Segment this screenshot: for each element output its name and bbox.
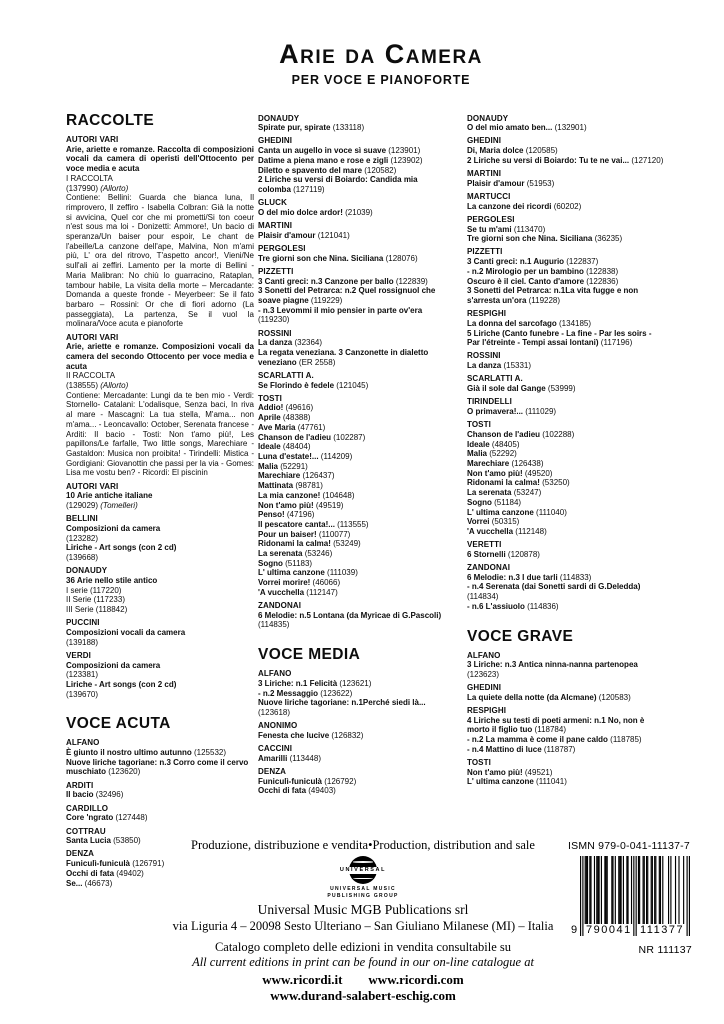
work-line: Composizioni vocali da camera xyxy=(66,627,186,637)
work-line: Liriche - Art songs (con 2 cd) xyxy=(66,679,177,689)
work-line: - n.4 Serenata (dai Sonetti sardi di G.Deledda) (114834) xyxy=(467,582,641,602)
work-line: Marechiare (126438) xyxy=(467,459,544,468)
section-heading-voce-media: VOCE MEDIA xyxy=(258,646,361,664)
barcode-digits-right: 111377 xyxy=(640,924,685,936)
work-line: Liriche - Art songs (con 2 cd) xyxy=(66,543,177,553)
work-line: 3 Liriche: n.3 Antica ninna-nanna partenopea (123623) xyxy=(467,660,638,679)
work-line: Datime a piena mano e rose e zigli (123902) xyxy=(258,155,423,165)
work-line: Chanson de l'adieu (102288) xyxy=(467,429,575,439)
work-line: Addio! (49616) xyxy=(258,403,314,413)
page-title: Arie da Camera xyxy=(279,39,483,69)
composer-name: GHEDINI xyxy=(258,136,293,146)
work-line: 3 Canti greci: n.1 Augurio (122837) xyxy=(467,257,599,267)
work-line: (139188) xyxy=(66,637,99,647)
work-line: Amarilli (113448) xyxy=(258,753,321,763)
catalog-note-english: All current editions in print can be found in our on-line catalogue at xyxy=(192,955,534,969)
company-address: via Liguria 4 – 20098 Sesto Ulteriano – San Giuliano Milanese (MI) – Italia xyxy=(172,919,554,933)
work-line: Non t'amo più! (49519) xyxy=(258,500,344,510)
catalog-entry-anonimo xyxy=(258,721,450,740)
work-line: (139670) xyxy=(66,689,99,699)
catalog-entry-denza xyxy=(258,767,450,796)
composer-name: ANONIMO xyxy=(258,721,298,731)
work-line: L' ultima canzone (111040) xyxy=(467,507,567,517)
globe-band-label: UNIVERSAL xyxy=(339,867,387,873)
catalog-entry-tosti xyxy=(258,394,450,598)
composer-name: BELLINI xyxy=(66,514,98,524)
work-line: I serie (117220) xyxy=(66,585,122,595)
composer-name: DONAUDY xyxy=(66,566,108,576)
work-line: La serenata (53246) xyxy=(258,549,333,559)
composer-name: VERDI xyxy=(66,650,91,660)
composer-name: ALFANO xyxy=(467,650,501,660)
composer-name: ROSSINI xyxy=(467,351,501,361)
work-line: O del mio amato ben... (132901) xyxy=(467,123,587,133)
barcode-lead-digit: 9 xyxy=(571,924,578,936)
work-line: Ideale (48404) xyxy=(258,442,311,452)
work-line: - n.3 Levommi il mio pensier in parte ov'era (119230) xyxy=(258,305,423,325)
globe-icon xyxy=(339,856,387,884)
composer-name: RESPIGHI xyxy=(467,706,507,716)
work-line: 2 Liriche su versi di Boiardo: Tu te ne vai... (127120) xyxy=(467,155,664,165)
page-subtitle: PER VOCE E PIANOFORTE xyxy=(291,73,471,88)
composer-name: AUTORI VARI xyxy=(66,481,119,491)
work-line: La danza (32364) xyxy=(258,338,323,348)
work-line: Arie, ariette e romanze. Composizioni vocali da camera del secondo Ottocento per voce media e acuta xyxy=(66,342,254,371)
catalog-entry-alfano xyxy=(467,651,665,680)
company-name: Universal Music MGB Publications srl xyxy=(257,902,469,917)
work-line: 10 Arie antiche italiane xyxy=(66,491,153,501)
composer-name: AUTORI VARI xyxy=(66,332,119,342)
column-middle xyxy=(258,110,450,796)
catalog-entry-scarlatti-a xyxy=(258,371,450,390)
work-line: Funiculì-funiculà (126792) xyxy=(258,776,357,786)
composer-name: SCARLATTI A. xyxy=(258,370,314,380)
composer-name: ALFANO xyxy=(66,738,100,748)
work-line: Mattinata (98781) xyxy=(258,481,323,491)
work-line: Già il sole dal Gange (53999) xyxy=(467,384,576,394)
work-line: Ridonami la calma! (53249) xyxy=(258,539,361,549)
work-line: Aprile (48388) xyxy=(258,413,311,423)
composer-name: AUTORI VARI xyxy=(66,135,119,144)
work-line: O primavera!... (111029) xyxy=(467,406,557,416)
catalog-entry-arditi xyxy=(66,781,254,800)
work-line: (138555) (Allorto) xyxy=(66,381,129,391)
work-line: 4 Liriche su testi di poeti armeni: n.1 No, non è morto il figlio tuo (118784) xyxy=(467,715,645,735)
url-durand-salabert-eschig: www.durand-salabert-eschig.com xyxy=(270,988,456,1003)
composer-name: ZANDONAI xyxy=(467,563,511,573)
catalog-entry-respighi xyxy=(467,706,665,755)
website-urls xyxy=(40,972,686,988)
composer-name: DONAUDY xyxy=(467,113,509,123)
work-line: 6 Melodie: n.3 I due tarli (114833) xyxy=(467,572,592,582)
composer-name: DONAUDY xyxy=(258,113,300,123)
catalog-entry-donaudy xyxy=(467,114,665,133)
catalog-entry-tirindelli xyxy=(467,397,665,416)
catalog-entry-ghedini xyxy=(467,136,665,165)
work-line: Se... (46673) xyxy=(66,878,113,888)
work-line: Canta un augello in voce sì suave (123901) xyxy=(258,146,421,156)
composer-name: TOSTI xyxy=(467,420,491,430)
composer-name: GLUCK xyxy=(258,198,287,208)
composer-name: ROSSINI xyxy=(258,328,292,338)
composer-name: GHEDINI xyxy=(467,683,502,693)
work-line: Se Florindo è fedele (121045) xyxy=(258,380,369,390)
work-line: Malia (52292) xyxy=(467,449,517,459)
work-line: Ridonami la calma! (53250) xyxy=(467,478,570,488)
catalog-entry-rossini xyxy=(258,329,450,368)
ismn-number: ISMN 979-0-041-11137-7 xyxy=(568,840,690,852)
catalog-entry-gluck xyxy=(258,198,450,217)
work-line: L' ultima canzone (111041) xyxy=(467,777,567,787)
work-line: Tre giorni son che Nina. Siciliana (128076) xyxy=(258,253,418,263)
composer-name: CACCINI xyxy=(258,744,293,754)
work-line: - n.6 L'assiuolo (114836) xyxy=(467,601,559,611)
work-line: Di, Maria dolce (120585) xyxy=(467,146,558,156)
work-line: Chanson de l'adieu (102287) xyxy=(258,432,366,442)
work-line: Fenesta che lucive (126832) xyxy=(258,730,364,740)
work-line: Diletto e spavento del mare (120582) xyxy=(258,165,397,175)
work-line: 3 Liriche: n.1 Felicità (123621) xyxy=(258,678,372,688)
composer-name: SCARLATTI A. xyxy=(467,374,523,384)
work-line: II Serie (117233) xyxy=(66,595,125,605)
catalog-entry-autori-vari xyxy=(66,482,254,511)
work-line: 5 Liriche (Canto funebre - La fine - Par les soirs - Par l'étreinte - Tempi assai lontani) (117196) xyxy=(467,328,652,348)
composer-name: PIZZETTI xyxy=(467,247,503,257)
work-line: Nuove liriche tagoriane: n.3 Corro come il cervo muschiato (123620) xyxy=(66,757,249,777)
work-line: (123282) xyxy=(66,533,99,543)
catalog-entry-alfano xyxy=(258,669,450,718)
work-line: Luna d'estate!... (114209) xyxy=(258,452,353,461)
url-ricordi-it: www.ricordi.it xyxy=(262,972,343,987)
catalog-entry-pergolesi xyxy=(467,215,665,244)
work-line: Funiculì-funiculà (126791) xyxy=(66,859,165,869)
column-right xyxy=(467,110,665,787)
catalog-entry-pizzetti xyxy=(467,247,665,305)
work-line: Il bacio (32496) xyxy=(66,790,124,800)
work-line: (139668) xyxy=(66,553,99,563)
work-line: - n.2 La mamma è come il pane caldo (118785) xyxy=(467,735,642,745)
catalog-entry-respighi xyxy=(467,309,665,348)
catalog-entry-zandonai xyxy=(258,601,450,630)
work-line: - n.2 Mirologio per un bambino (122838) xyxy=(467,266,619,276)
catalog-entry-rossini xyxy=(467,351,665,370)
catalog-entry-ghedini xyxy=(258,136,450,194)
work-line: 2 Liriche su versi di Boiardo: Candida mia colomba (127119) xyxy=(258,175,418,194)
catalog-entry-cardillo xyxy=(66,804,254,823)
work-line: - n.4 Mattino di luce (118787) xyxy=(467,744,576,754)
work-line: Sogno (51184) xyxy=(467,497,522,507)
composer-name: TIRINDELLI xyxy=(467,397,512,407)
composer-name: RESPIGHI xyxy=(467,309,507,319)
work-line: La danza (15331) xyxy=(467,361,532,371)
work-line: II RACCOLTA xyxy=(66,371,116,381)
composer-name: PUCCINI xyxy=(66,618,100,628)
composer-name: VERETTI xyxy=(467,540,502,550)
composer-name: ALFANO xyxy=(258,669,292,679)
column-left xyxy=(66,110,254,888)
work-line: La mia canzone! (104648) xyxy=(258,490,355,500)
work-line: Se tu m'ami (113470) xyxy=(467,224,546,234)
work-line: La quiete della notte (da Alcmane) (120583) xyxy=(467,692,631,702)
work-line: 3 Canti greci: n.3 Canzone per ballo (122839) xyxy=(258,276,428,286)
work-line: La donna del sarcofago (134185) xyxy=(467,318,592,328)
work-line: 6 Stornelli (120878) xyxy=(467,549,540,559)
work-line: Marechiare (126437) xyxy=(258,471,335,481)
work-line: L' ultima canzone (111039) xyxy=(258,568,358,578)
work-line: Non t'amo più! (49521) xyxy=(467,767,553,777)
work-line: I RACCOLTA xyxy=(66,173,113,183)
work-line: Vorrei (50315) xyxy=(467,517,520,527)
composer-name: PERGOLESI xyxy=(258,243,306,253)
logo-subtext-line1: UNIVERSAL MUSIC xyxy=(330,886,396,892)
work-line: Penso! (47196) xyxy=(258,510,315,520)
work-line: Santa Lucia (53850) xyxy=(66,836,141,846)
composer-name: ARDITI xyxy=(66,780,94,790)
section-heading-voce-acuta: VOCE ACUTA xyxy=(66,715,171,733)
catalog-entry-bellini xyxy=(66,514,254,563)
work-line: Pour un baiser! (110077) xyxy=(258,529,351,539)
catalog-entry-martini xyxy=(467,169,665,188)
section-heading-raccolte: RACCOLTE xyxy=(66,112,155,129)
composer-name: MARTUCCI xyxy=(467,191,511,201)
catalog-entry-autori-vari xyxy=(66,135,254,329)
composer-name: TOSTI xyxy=(258,393,282,403)
catalog-entry-autori-vari xyxy=(66,333,254,479)
work-line: O del mio dolce ardor! (21039) xyxy=(258,207,373,217)
section-heading-voce-grave: VOCE GRAVE xyxy=(467,627,574,645)
catalog-entry-pizzetti xyxy=(258,267,450,325)
catalog-entry-martini xyxy=(258,221,450,240)
work-line: Oscuro è il ciel. Canto d'amore (122836) xyxy=(467,276,619,286)
work-line: Spirate pur, spirate (133118) xyxy=(258,123,365,133)
work-line: Composizioni da camera xyxy=(66,523,161,533)
ismn-barcode-block xyxy=(568,840,708,956)
work-line: Occhi di fata (49402) xyxy=(66,868,144,878)
title-block xyxy=(38,40,724,87)
work-line: Ideale (48405) xyxy=(467,439,520,449)
catalog-entry-martucci xyxy=(467,192,665,211)
work-line: Contiene: Mercadante: Lungi da te ben mio - Verdi: Stornello- Catalani: L'odalisque, Senza baci, In riva al mare - Mascagni: La tua stella, M'ama... non m'ama... - Leoncavallo: October, Serenata francese - Arditi: Il bacio - Tosti: Non t'amo più!, Les papillons/Le farfalle, Two little songs, Marechiare - Gastaldon: Musica non proibita! - Tirindelli: Mistica - Gordigiani: Giovanottin che passi per la via - Gomes: Lisa me vostu ben? - Ricordi: El piscinin xyxy=(66,390,254,478)
catalog-entry-ghedini xyxy=(467,683,665,702)
work-line: 6 Melodie: n.5 Lontana (da Myricae di G.Pascoli) (114835) xyxy=(258,610,442,630)
catalog-entry-veretti xyxy=(467,540,665,559)
work-line: La canzone dei ricordi (60202) xyxy=(467,201,582,211)
composer-name: ZANDONAI xyxy=(258,601,302,611)
work-line: 'A vucchella (112147) xyxy=(258,587,338,597)
work-line: Il pescatore canta!... (113555) xyxy=(258,519,369,529)
work-line: III Serie (118842) xyxy=(66,605,128,615)
catalog-entry-pergolesi xyxy=(258,244,450,263)
catalog-entry-verdi xyxy=(66,651,254,700)
sale-line: Produzione, distribuzione e vendita•Production, distribution and sale xyxy=(191,838,535,852)
work-line: Nuove liriche tagoriane: n.1Perché siedi là... (123618) xyxy=(258,698,426,717)
composer-name: TOSTI xyxy=(467,758,491,768)
work-line: Core 'ngrato (127448) xyxy=(66,813,148,823)
work-line: Plaisir d'amour (121041) xyxy=(258,230,350,240)
composer-name: DENZA xyxy=(66,849,95,859)
plate-number: NR 111137 xyxy=(638,944,692,956)
composer-name: COTTRAU xyxy=(66,826,106,836)
catalog-entry-zandonai xyxy=(467,563,665,612)
work-line: La serenata (53247) xyxy=(467,488,542,498)
work-line: 3 Sonetti del Petrarca: n.2 Quel rossignuol che soave piagne (119229) xyxy=(258,286,436,305)
work-line: Malia (52291) xyxy=(258,461,308,471)
composer-name: PIZZETTI xyxy=(258,266,294,276)
work-line: 36 Arie nello stile antico xyxy=(66,575,158,585)
composer-name: MARTINI xyxy=(467,169,502,179)
catalog-entry-donaudy xyxy=(66,566,254,615)
ean-barcode xyxy=(571,856,690,936)
work-line: (129029) (Tomelleri) xyxy=(66,501,138,511)
composer-name: DENZA xyxy=(258,766,287,776)
logo-subtext-line2: PUBLISHING GROUP xyxy=(327,892,399,899)
work-line: Arie, ariette e romanze. Raccolta di composizioni vocali da camera di operisti dell'Ottocento per voce media e acuta xyxy=(66,144,254,174)
composer-name: PERGOLESI xyxy=(467,214,515,224)
work-line: Non t'amo più! (49520) xyxy=(467,468,553,478)
work-line: Tre giorni son che Nina. Siciliana (36235) xyxy=(467,234,623,244)
catalog-entry-caccini xyxy=(258,744,450,763)
work-line: 3 Sonetti del Petrarca: n.1La vita fugge e non s'arresta un'ora (119228) xyxy=(467,286,639,305)
catalog-entry-puccini xyxy=(66,618,254,647)
catalog-note-italian: Catalogo completo delle edizioni in vendita consultabile su xyxy=(214,940,512,954)
work-line: Vorrei morire! (46066) xyxy=(258,578,341,588)
catalog-entry-scarlatti-a xyxy=(467,374,665,393)
catalog-entry-alfano xyxy=(66,738,254,777)
barcode-digits-left: 790041 xyxy=(586,924,632,936)
work-line: - n.2 Messaggio (123622) xyxy=(258,688,353,698)
work-line: (123381) xyxy=(66,670,99,680)
catalog-entry-donaudy xyxy=(258,114,450,133)
work-line: Contiene: Bellini: Guarda che bianca luna, Il rimprovero, Il zeffiro - Isabella Colbran: Già la notte si avvicina, Quel cor che mi prometti/Si ton coeur n'est sous ma loi - Donizetti: Ammore!, Un bacio di speranza/Un baiser pour espoir, Le chant de l'abeille/La canzone dell'ape, Malvina, Non m'ami più, L' ora del ritrovo, T'aspetto ancor!, Vieni/Ne sull'ali ai zeffiri. Lamento per la morte di Bellini - Maria Malibran: No chiù lo guarracino, Rataplan, tambour habile, La visita della morte – Mercadante: Domanda a queste fronde - Meyerbeer: Se il fato barbaro – Rossini: Or che di fiori adorno (La passeggiata), La partenza, Se il vuol la molinara/Voce acuta e pianoforte xyxy=(66,193,254,329)
work-line: È giunto il nostro ultimo autunno (125532) xyxy=(66,748,227,758)
catalog-entry-tosti xyxy=(467,420,665,536)
work-line: 'A vucchella (112148) xyxy=(467,526,547,536)
work-line: Plaisir d'amour (51953) xyxy=(467,178,555,188)
work-line: Sogno (51183) xyxy=(258,558,313,568)
url-ricordi-com: www.ricordi.com xyxy=(368,972,464,987)
catalog-entry-tosti xyxy=(467,758,665,787)
composer-name: CARDILLO xyxy=(66,803,109,813)
composer-name: GHEDINI xyxy=(467,136,502,146)
work-line: La regata veneziana. 3 Canzonette in dialetto veneziano (ER 2558) xyxy=(258,347,429,367)
composer-name: MARTINI xyxy=(258,221,293,231)
work-line: Occhi di fata (49403) xyxy=(258,786,336,796)
work-line: (137990) (Allorto) xyxy=(66,183,129,193)
work-line: Composizioni da camera xyxy=(66,660,161,670)
work-line: Ave Maria (47761) xyxy=(258,422,326,432)
